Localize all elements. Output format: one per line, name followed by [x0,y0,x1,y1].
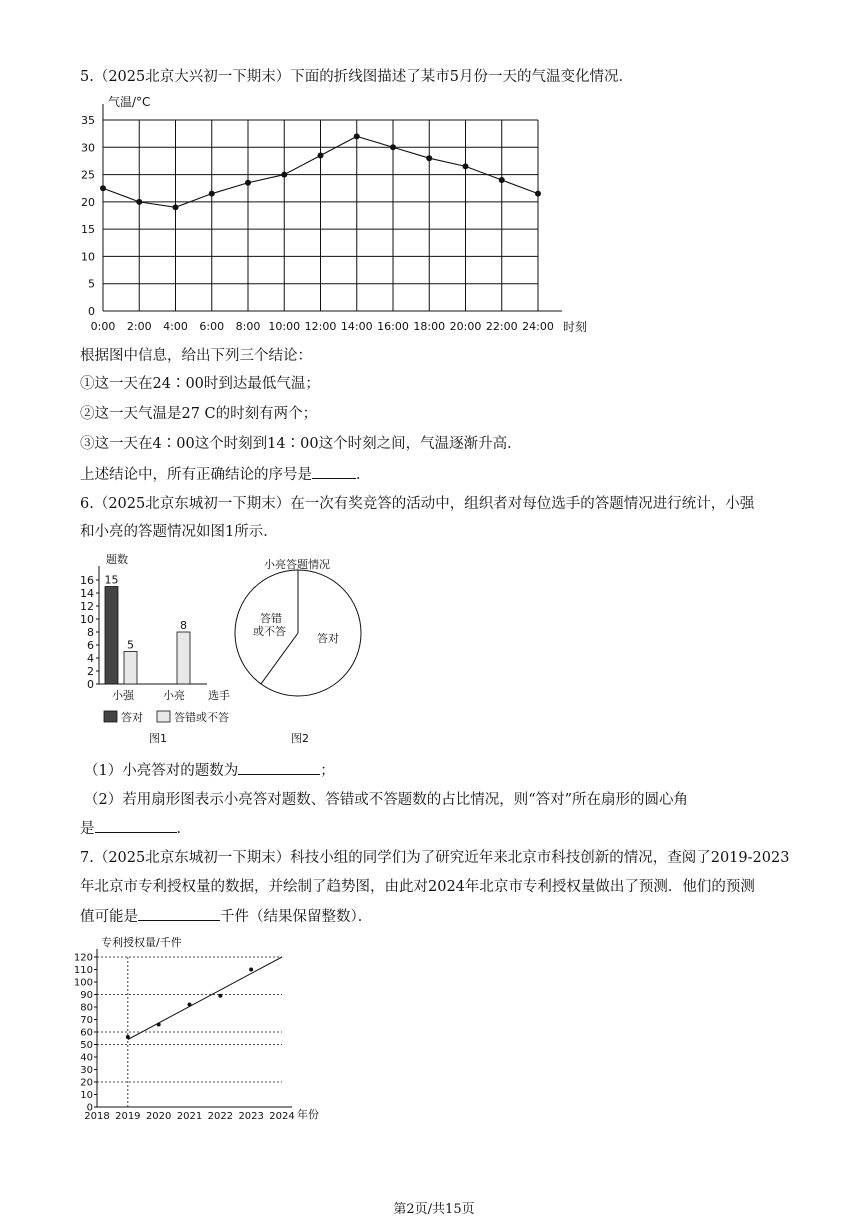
patent-trend-line [128,957,282,1040]
q5-conclusion-3: ③这一天在4∶00这个时刻到14∶00这个时刻之间，气温逐渐升高． [80,436,522,452]
patent-xtick-2020: 2020 [145,1111,172,1122]
q5-intro: 根据图中信息，给出下列三个结论： [80,348,312,364]
patent-xtick-2019: 2019 [115,1111,141,1122]
bar-label-0-0: 15 [104,573,119,587]
q6-sub-2: （2）若用扇形图表示小亮答对题数、答错或不答题数的占比情况，则“答对”所在扇形的圆心角 [84,792,689,808]
patent-ytick-90: 90 [80,990,93,1001]
temp-xtick-4: 8:00 [235,320,261,333]
patent-point-2020 [157,1023,161,1027]
patent-ytick-10: 10 [80,1090,93,1101]
temp-xtick-7: 14:00 [340,320,373,333]
pie-slice-label-correct: 答对 [317,632,339,645]
patent-series [126,957,282,1040]
patent-ytick-120: 120 [73,952,93,964]
q6-sub-1-prefix: （1）小亮答对的题数为 [84,763,239,779]
patent-grid [94,949,292,1107]
q6-stem-line-1: 6.（2025北京东城初一下期末）在一次有奖竞答的活动中，组织者对每位选手的答题情况进行统计，小强 [80,496,755,512]
patent-ytick-80: 80 [80,1002,93,1014]
patent-ytick-100: 100 [73,977,93,989]
temp-xtick-12: 24:00 [522,320,554,333]
temp-ytick-30: 30 [81,141,95,155]
q7-stem-prefix: 值可能是 [80,909,138,925]
bar-ytick-0: 0 [87,678,94,691]
q6-sub-2-suffix: ． [176,821,191,837]
patent-point-2021 [188,1003,192,1007]
temp-ytick-20: 20 [81,195,95,209]
patent-point-2023 [249,968,253,972]
q7-stem-suffix: 千件（结果保留整数）． [220,909,373,925]
patent-point-2019 [126,1035,130,1039]
patent-ytick-70: 70 [80,1015,93,1026]
temp-xtick-11: 22:00 [485,320,518,333]
q5-question-prefix: 上述结论中，所有正确结论的序号是 [80,467,312,483]
patent-xtick-2023: 2023 [238,1111,264,1122]
bar-label-0-1: 5 [127,638,134,652]
patent-tick-labels [74,953,295,1123]
temp-xtick-6: 12:00 [304,320,337,333]
temp-xtick-8: 16:00 [377,320,409,333]
temp-xtick-2: 4:00 [163,320,188,333]
temp-xtick-10: 20:00 [449,320,482,333]
q7-stem-line-1: 7.（2025北京东城初一下期末）科技小组的同学们为了研究近年来北京市科技创新的情况，查阅了2019-2023 [80,850,790,866]
q5-conclusion-1: ①这一天在24∶00时到达最低气温； [80,376,320,392]
patent-xtick-2018: 2018 [84,1111,110,1122]
bar-category-2: 小亮 [163,689,185,702]
temp-xtick-0: 0:00 [90,320,116,333]
pie-slice-label-wrong-1: 答错 [260,612,282,625]
temperature-x-axis-label: 时刻 [563,320,588,334]
temp-xtick-5: 10:00 [268,320,301,333]
bar-ytick-6: 6 [87,639,94,652]
q6-stem-line-2: 和小亮的答题情况如图1所示． [80,524,278,540]
q6-sub-1-suffix: ； [320,763,335,779]
temp-ytick-25: 25 [81,168,95,182]
q6-sub-2-prefix: 是 [80,821,95,837]
patent-ytick-0: 0 [86,1102,93,1114]
legend-label-wrong: 答错或不答 [174,711,229,724]
temp-xtick-1: 2:00 [126,320,152,333]
temp-ytick-10: 10 [81,250,95,264]
pie-slice-label-wrong-2: 或不答 [253,625,286,638]
temperature-y-axis-label: 气温/°C [108,95,151,109]
bar-ytick-16: 16 [80,574,94,587]
temp-xtick-9: 18:00 [413,320,446,333]
temp-ytick-0: 0 [88,305,95,318]
bar-label-1-1: 8 [180,619,187,632]
patent-ytick-60: 60 [80,1027,93,1039]
bar-ytick-2: 2 [87,665,94,678]
q7-stem-line-2: 年北京市专利授权量的数据，并绘制了趋势图，由此对2024年北京市专利授权量做出了预测．他们的预测 [80,879,755,895]
bar-y-axis-label: 题数 [106,553,128,566]
bar-ytick-10: 10 [80,613,94,626]
temp-ytick-15: 15 [81,223,95,237]
q5-stem: 5.（2025北京大兴初一下期末）下面的折线图描述了某市5月份一天的气温变化情况． [80,69,633,85]
figure-2-caption: 图2 [291,732,309,745]
patent-ytick-110: 110 [73,965,93,976]
bar-ytick-12: 12 [80,600,94,613]
patent-ytick-30: 30 [80,1065,93,1076]
patent-point-2022 [218,994,222,998]
patent-ytick-50: 50 [80,1040,93,1051]
q5-conclusion-2: ②这一天气温是27 C的时刻有两个； [80,406,318,422]
patent-ytick-40: 40 [80,1052,93,1064]
q5-question-suffix: ． [356,467,371,483]
legend-label-correct: 答对 [121,711,143,724]
temp-ytick-5: 5 [88,277,95,291]
patent-y-axis-label: 专利授权量/千件 [101,936,182,949]
patent-ytick-20: 20 [80,1077,93,1089]
bar-ytick-14: 14 [80,587,94,600]
bar-x-axis-label: 选手 [208,689,230,702]
temp-ytick-35: 35 [81,114,95,127]
page-footer: 第2页/共15页 [393,1202,475,1217]
bar-ytick-8: 8 [87,626,94,639]
bar-category-1: 小强 [112,689,134,702]
pie-title: 小亮答题情况 [264,558,330,571]
patent-xtick-2024: 2024 [269,1111,295,1122]
temp-xtick-3: 6:00 [199,320,225,333]
patent-x-axis-label: 年份 [297,1108,319,1121]
bar-ytick-4: 4 [87,652,94,665]
patent-xtick-2022: 2022 [207,1111,234,1122]
figure-1-caption: 图1 [149,732,167,745]
patent-xtick-2021: 2021 [176,1111,203,1122]
